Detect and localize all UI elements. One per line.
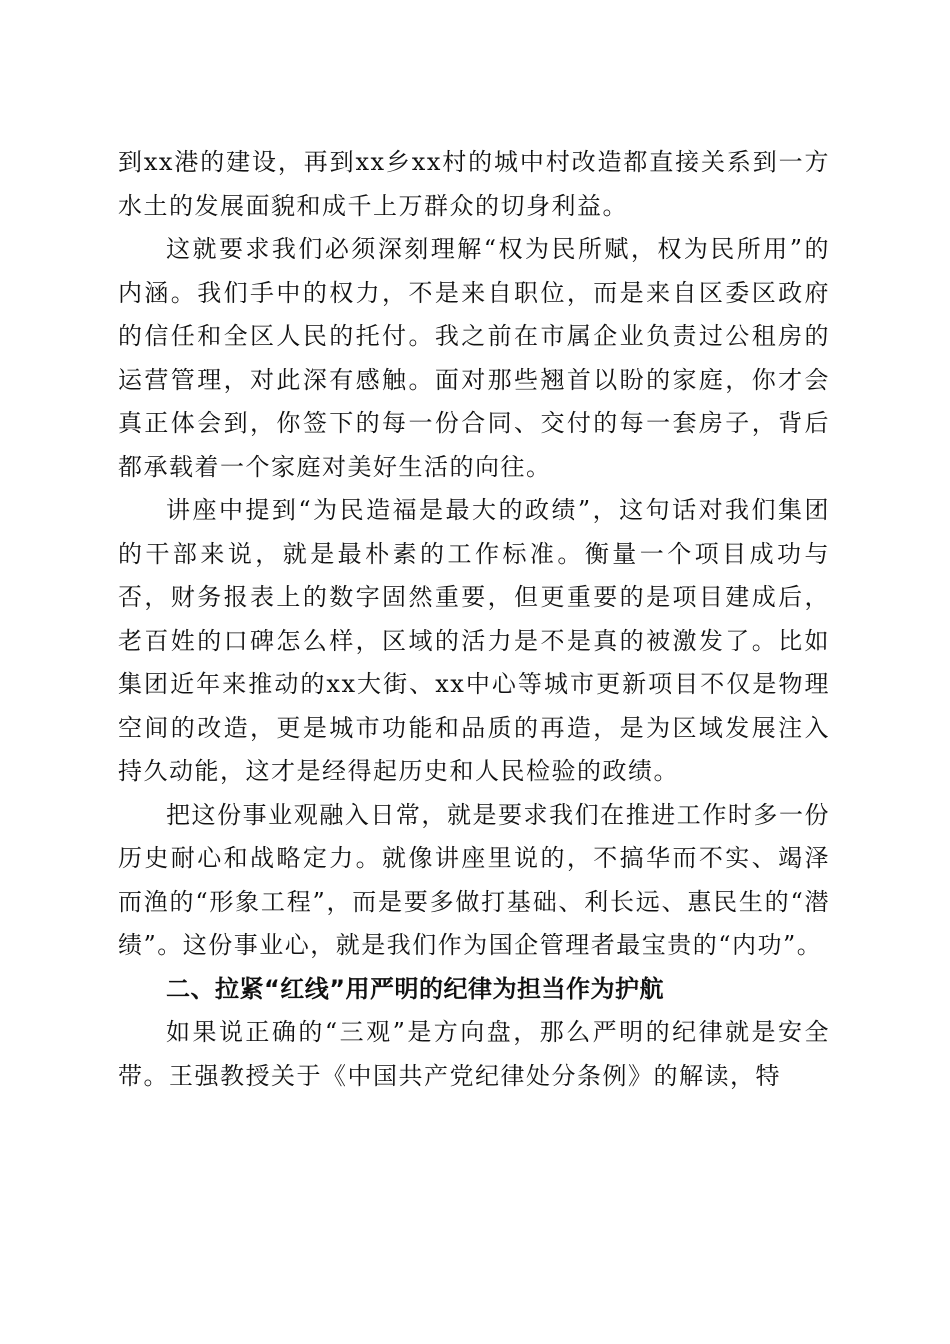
paragraph-continued: 到xx港的建设，再到xx乡xx村的城中村改造都直接关系到一方水土的发展面貌和成千上万群众的切身利益。	[118, 148, 830, 220]
section-heading: 二、拉紧“红线”用严明的纪律为担当作为护航	[166, 974, 665, 1003]
paragraph-power-for-people: 这就要求我们必须深刻理解“权为民所赋，权为民所用”的内涵。我们手中的权力，不是来自职位，而是来自区委区政府的信任和全区人民的托付。我之前在市属企业负责过公租房的运营管理，对此深有感触。面对那些翘首以盼的家庭，你才会真正体会到，你签下的每一份合同、交付的每一套房子，背后都承载着一个家庭对美好生活的向往。	[118, 235, 830, 481]
paragraph-discipline-intro: 如果说正确的“三观”是方向盘，那么严明的纪律就是安全带。王强教授关于《中国共产党纪律处分条例》的解读，特	[118, 1018, 830, 1090]
document-body	[118, 141, 830, 1098]
paragraph-achievement-standard: 讲座中提到“为民造福是最大的政绩”，这句话对我们集团的干部来说，就是最朴素的工作标准。衡量一个项目成功与否，财务报表上的数字固然重要，但更重要的是项目建成后，老百姓的口碑怎么样，区域的活力是不是真的被激发了。比如集团近年来推动的xx大街、xx中心等城市更新项目不仅是物理空间的改造，更是城市功能和品质的再造，是为区域发展注入持久动能，这才是经得起历史和人民检验的政绩。	[118, 496, 830, 785]
paragraph-career-view: 把这份事业观融入日常，就是要求我们在推进工作时多一份历史耐心和战略定力。就像讲座里说的，不搞华而不实、竭泽而渔的“形象工程”，而是要多做打基础、利长远、惠民生的“潜绩”。这份事业心，就是我们作为国企管理者最宝贵的“内功”。	[118, 800, 830, 959]
